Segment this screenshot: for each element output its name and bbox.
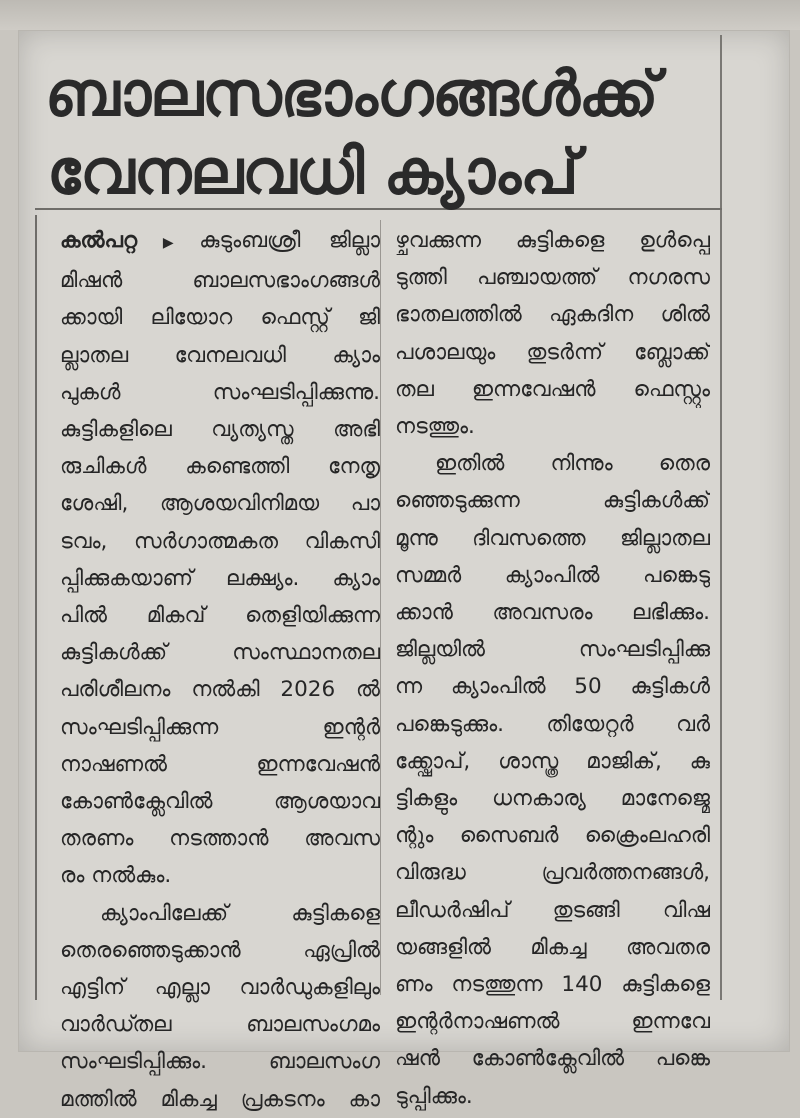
article-line: രം നൽകും. [60, 863, 172, 889]
article-line: നാഷണൽ ഇന്നവേഷൻ [60, 751, 380, 777]
article-line: ഭാതലത്തിൽ ഏകദിന ശിൽ [395, 302, 710, 328]
article-line: പിൽ മികവ് തെളിയിക്കുന്ന [60, 603, 380, 629]
article-line-text: കുടുംബശ്രീ ജില്ലാ [199, 228, 380, 253]
triangle-marker-icon: ▶ [141, 235, 196, 251]
article-line: സമ്മർ ക്യാംപിൽ പങ്കെടു [395, 562, 710, 588]
article-line: ഞ്ഞെടുക്കുന്ന കുട്ടികൾക്ക് [395, 488, 710, 514]
column-gutter [380, 220, 381, 995]
article-line: പശാലയും തുടർന്ന് ബ്ലോക്ക് [395, 339, 710, 365]
article-line: ന്ന ക്യാംപിൽ 50 കുട്ടികൾ [395, 674, 710, 700]
article-line: ണം നടത്തുന്ന 140 കുട്ടികളെ [395, 972, 710, 998]
article-line: നടത്തും. [395, 414, 475, 440]
article-line: മിഷൻ ബാലസഭാംഗങ്ങൾ [60, 268, 380, 294]
dateline: കൽപറ്റ [60, 228, 138, 253]
article-line: എട്ടിന് എല്ലാ വാർഡുകളിലും [60, 975, 380, 1001]
article-line: മത്തിൽ മികച്ച പ്രകടനം കാ [60, 1086, 380, 1112]
article-line: സംഘടിപ്പിക്കുന്ന ഇന്റർ [60, 714, 380, 740]
article-line [60, 222, 380, 262]
article-line: ട്ടികളും ധനകാര്യ മാനേജ്മെ [395, 786, 710, 812]
article-line: പരിശീലനം നൽകി 2026 ൽ [60, 677, 380, 703]
article-line: ഇന്റർനാഷണൽ ഇന്നവേ [395, 1009, 710, 1035]
article-line: ക്ക്ഷോപ്, ശാസ്ത്ര മാജിക്, കു [395, 748, 710, 774]
article-line: ക്യാംപിലേക്ക് കുട്ടികളെ [100, 900, 380, 926]
article-line: വാർഡ്തല ബാലസംഗമം [60, 1012, 380, 1038]
article-line: സംഘടിപ്പിക്കും. ബാലസംഗ [60, 1049, 380, 1075]
headline [45, 55, 705, 211]
article-line: ടുത്തി പഞ്ചായത്ത് നഗരസ [395, 265, 710, 291]
article-line: ശേഷി, ആശയവിനിമയ പാ [60, 491, 380, 517]
article-line: യങ്ങളിൽ മികച്ച അവതര [395, 934, 710, 960]
article-line: തല ഇന്നവേഷൻ ഫെസ്റ്റും [395, 376, 710, 402]
article-line: പങ്കെടുക്കും. തിയേറ്റർ വർ [395, 711, 710, 737]
article-line: കുട്ടികൾക്ക് സംസ്ഥാനതല [60, 640, 380, 666]
article-line: രുചികൾ കണ്ടെത്തി നേതൃ [60, 454, 380, 480]
article-line: തരണം നടത്താൻ അവസ [60, 826, 380, 852]
headline-line-1: ബാലസഭാംഗങ്ങൾക്ക് [45, 57, 658, 130]
article-line: ടവം, സർഗാത്മകത വികസി [60, 528, 380, 554]
article-line: മൂന്നു ദിവസത്തെ ജില്ലാതല [395, 525, 710, 551]
article-line: കുട്ടികളിലെ വ്യത്യസ്ത അഭി [60, 417, 380, 443]
article-line: ജില്ലയിൽ സംഘടിപ്പിക്കു [395, 637, 710, 663]
article-line: ഷൻ കോൺക്ലേവിൽ പങ്കെ [395, 1046, 710, 1072]
article-line: തെരഞ്ഞെടുക്കാൻ ഏപ്രിൽ [60, 937, 380, 963]
article-line: പുകൾ സംഘടിപ്പിക്കുന്നു. [60, 379, 380, 405]
article-column-left [60, 222, 380, 1118]
article-line: ഴ്ചവക്കുന്ന കുട്ടികളെ ഉൾപ്പെ [395, 228, 710, 253]
left-border-rule [35, 215, 37, 1000]
article-line: ലീഡർഷിപ് തുടങ്ങി വിഷ [395, 897, 710, 923]
page-top-fold [0, 0, 800, 30]
right-border-rule [720, 35, 722, 1000]
article-line: ന്റും സൈബർ ക്രൈംലഹരി [395, 823, 710, 849]
article-line: ക്കാൻ അവസരം ലഭിക്കും. [395, 600, 710, 626]
article-line: പ്പിക്കുകയാണ് ലക്ഷ്യം. ക്യാം [60, 565, 380, 591]
article-line: കോൺക്ലേവിൽ ആശയാവ [60, 789, 380, 815]
headline-line-2: വേനലവധി ക്യാംപ് [47, 135, 578, 208]
article-line: ഇതിൽ നിന്നും തെര [435, 451, 710, 477]
article-line: വിരുദ്ധ പ്രവർത്തനങ്ങൾ, [395, 860, 710, 886]
article-line: ക്കായി ലിയോറ ഫെസ്റ്റ് ജി [60, 305, 380, 331]
article-line: ല്ലാതല വേനലവധി ക്യാം [60, 342, 380, 368]
article-column-right [395, 222, 710, 1115]
article-line: ടുപ്പിക്കും. [395, 1083, 473, 1109]
